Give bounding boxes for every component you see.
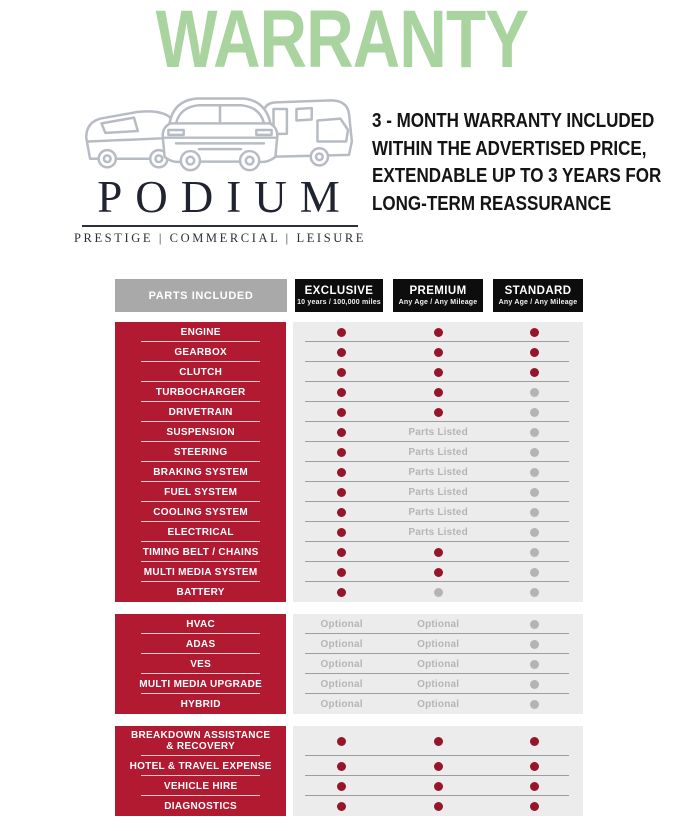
covered-dot-icon xyxy=(486,756,583,776)
parts-included-header: PARTS INCLUDED xyxy=(115,279,287,312)
part-label: CLUTCH xyxy=(115,362,286,382)
excluded-dot-icon xyxy=(530,700,539,709)
intro-text: 3 - MONTH WARRANTY INCLUDED WITHIN THE ADVERTISED PRICE, EXTENDABLE UP TO 3 YEARS FOR LONG-TERM REASSURANCE xyxy=(372,109,662,215)
parts-group-1 xyxy=(115,322,583,602)
excluded-dot-icon xyxy=(486,634,583,654)
excluded-dot-icon xyxy=(486,694,583,714)
covered-dot-icon xyxy=(434,762,443,771)
covered-dot-icon xyxy=(337,762,346,771)
part-label: FUEL SYSTEM xyxy=(115,482,286,502)
part-label: GEARBOX xyxy=(115,342,286,362)
table-row xyxy=(115,562,583,582)
plan-name: STANDARD xyxy=(504,285,572,297)
covered-dot-icon xyxy=(293,422,390,442)
row-cells xyxy=(293,362,583,382)
excluded-dot-icon xyxy=(486,422,583,442)
covered-dot-icon xyxy=(434,388,443,397)
covered-dot-icon xyxy=(293,562,390,582)
excluded-dot-icon xyxy=(486,614,583,634)
excluded-dot-icon xyxy=(530,660,539,669)
covered-dot-icon xyxy=(434,408,443,417)
row-cells xyxy=(293,582,583,602)
covered-dot-icon xyxy=(337,588,346,597)
part-label: HOTEL & TRAVEL EXPENSE xyxy=(115,756,286,776)
row-cells xyxy=(293,756,583,776)
cell-text: Optional xyxy=(417,618,460,630)
covered-dot-icon xyxy=(390,756,487,776)
covered-dot-icon xyxy=(434,348,443,357)
row-cells xyxy=(293,322,583,342)
covered-dot-icon xyxy=(293,402,390,422)
excluded-dot-icon xyxy=(530,588,539,597)
row-cells xyxy=(293,776,583,796)
excluded-dot-icon xyxy=(530,680,539,689)
covered-dot-icon xyxy=(390,562,487,582)
row-cells xyxy=(293,462,583,482)
excluded-dot-icon xyxy=(530,408,539,417)
part-label: SUSPENSION xyxy=(115,422,286,442)
covered-dot-icon xyxy=(530,802,539,811)
row-cells xyxy=(293,634,583,654)
excluded-dot-icon xyxy=(530,428,539,437)
part-label: DRIVETRAIN xyxy=(115,402,286,422)
cell-text: Parts Listed xyxy=(408,486,468,498)
covered-dot-icon xyxy=(293,342,390,362)
table-row xyxy=(115,322,583,342)
covered-dot-icon xyxy=(530,328,539,337)
cell-text: Parts Listed xyxy=(408,426,468,438)
cell-text: Optional xyxy=(320,698,363,710)
covered-dot-icon xyxy=(293,462,390,482)
brand-logo xyxy=(72,88,368,246)
row-cells xyxy=(293,402,583,422)
covered-dot-icon xyxy=(434,548,443,557)
covered-dot-icon xyxy=(293,482,390,502)
covered-dot-icon xyxy=(293,542,390,562)
table-row xyxy=(115,342,583,362)
table-row xyxy=(115,582,583,602)
plan-name: PREMIUM xyxy=(409,285,467,297)
covered-dot-icon xyxy=(434,737,443,746)
covered-dot-icon xyxy=(337,328,346,337)
cell-text: Parts Listed xyxy=(408,506,468,518)
excluded-dot-icon xyxy=(486,442,583,462)
covered-dot-icon xyxy=(337,408,346,417)
brand-name: PODIUM xyxy=(97,172,353,222)
covered-dot-icon xyxy=(390,322,487,342)
covered-dot-icon xyxy=(337,348,346,357)
covered-dot-icon xyxy=(390,542,487,562)
excluded-dot-icon xyxy=(390,582,487,602)
covered-dot-icon xyxy=(337,782,346,791)
plan-header-premium xyxy=(393,279,483,312)
covered-dot-icon xyxy=(293,726,390,756)
covered-dot-icon xyxy=(337,388,346,397)
cell-text: Parts Listed xyxy=(408,466,468,478)
covered-dot-icon xyxy=(390,726,487,756)
covered-dot-icon xyxy=(530,348,539,357)
covered-dot-icon xyxy=(293,502,390,522)
part-label: MULTI MEDIA SYSTEM xyxy=(115,562,286,582)
covered-dot-icon xyxy=(293,362,390,382)
covered-dot-icon xyxy=(337,548,346,557)
excluded-dot-icon xyxy=(486,482,583,502)
excluded-dot-icon xyxy=(486,674,583,694)
cell-text: Optional xyxy=(320,618,363,630)
table-row xyxy=(115,614,583,634)
row-cells xyxy=(293,542,583,562)
table-row xyxy=(115,654,583,674)
parts-group-3 xyxy=(115,726,583,816)
covered-dot-icon xyxy=(337,508,346,517)
plan-subtitle: Any Age / Any Mileage xyxy=(498,299,578,306)
covered-dot-icon xyxy=(434,568,443,577)
part-label: DIAGNOSTICS xyxy=(115,796,286,816)
covered-dot-icon xyxy=(293,776,390,796)
row-cells xyxy=(293,674,583,694)
covered-dot-icon xyxy=(390,402,487,422)
covered-dot-icon xyxy=(390,342,487,362)
excluded-dot-icon xyxy=(530,548,539,557)
row-cells xyxy=(293,796,583,816)
table-row xyxy=(115,634,583,654)
cell-text: Optional xyxy=(320,678,363,690)
covered-dot-icon xyxy=(434,328,443,337)
covered-dot-icon xyxy=(293,582,390,602)
part-label: ADAS xyxy=(115,634,286,654)
covered-dot-icon xyxy=(337,802,346,811)
excluded-dot-icon xyxy=(486,582,583,602)
cell-text: Optional xyxy=(320,638,363,650)
excluded-dot-icon xyxy=(486,562,583,582)
table-row xyxy=(115,422,583,442)
cell-text: Optional xyxy=(417,638,460,650)
table-row xyxy=(115,522,583,542)
table-row xyxy=(115,462,583,482)
part-label: BRAKING SYSTEM xyxy=(115,462,286,482)
row-cells xyxy=(293,522,583,542)
plan-name: EXCLUSIVE xyxy=(304,285,374,297)
warranty-table xyxy=(115,279,583,816)
part-label: HVAC xyxy=(115,614,286,634)
table-row xyxy=(115,542,583,562)
excluded-dot-icon xyxy=(530,488,539,497)
excluded-dot-icon xyxy=(530,528,539,537)
covered-dot-icon xyxy=(337,468,346,477)
table-row xyxy=(115,674,583,694)
part-label: MULTI MEDIA UPGRADE xyxy=(115,674,286,694)
covered-dot-icon xyxy=(486,362,583,382)
part-label: COOLING SYSTEM xyxy=(115,502,286,522)
cell-text: Parts Listed xyxy=(408,526,468,538)
cell-text: Parts Listed xyxy=(408,446,468,458)
covered-dot-icon xyxy=(434,802,443,811)
table-row xyxy=(115,756,583,776)
covered-dot-icon xyxy=(434,368,443,377)
excluded-dot-icon xyxy=(486,462,583,482)
covered-dot-icon xyxy=(434,782,443,791)
row-cells xyxy=(293,726,583,756)
table-groups xyxy=(115,322,583,816)
excluded-dot-icon xyxy=(486,402,583,422)
covered-dot-icon xyxy=(337,568,346,577)
covered-dot-icon xyxy=(390,362,487,382)
covered-dot-icon xyxy=(530,762,539,771)
part-label: ELECTRICAL xyxy=(115,522,286,542)
table-row xyxy=(115,694,583,714)
brand-tagline: PRESTIGE | COMMERCIAL | LEISURE xyxy=(73,231,367,245)
table-row xyxy=(115,482,583,502)
table-row xyxy=(115,776,583,796)
row-cells xyxy=(293,342,583,362)
row-cells xyxy=(293,562,583,582)
part-label: ENGINE xyxy=(115,322,286,342)
part-label: BATTERY xyxy=(115,582,286,602)
excluded-dot-icon xyxy=(530,388,539,397)
covered-dot-icon xyxy=(337,428,346,437)
plan-subtitle: Any Age / Any Mileage xyxy=(398,299,478,306)
plan-header-exclusive xyxy=(295,279,383,312)
covered-dot-icon xyxy=(390,796,487,816)
covered-dot-icon xyxy=(337,528,346,537)
row-cells xyxy=(293,442,583,462)
table-row xyxy=(115,442,583,462)
excluded-dot-icon xyxy=(530,640,539,649)
row-cells xyxy=(293,694,583,714)
excluded-dot-icon xyxy=(486,542,583,562)
cell-text: Optional xyxy=(320,658,363,670)
covered-dot-icon xyxy=(486,776,583,796)
covered-dot-icon xyxy=(293,756,390,776)
covered-dot-icon xyxy=(530,737,539,746)
part-label: VES xyxy=(115,654,286,674)
page-title-wrap xyxy=(0,0,684,85)
excluded-dot-icon xyxy=(530,448,539,457)
excluded-dot-icon xyxy=(530,568,539,577)
cell-text: Optional xyxy=(417,658,460,670)
covered-dot-icon xyxy=(337,448,346,457)
suv-icon xyxy=(163,99,278,171)
part-label: TURBOCHARGER xyxy=(115,382,286,402)
covered-dot-icon xyxy=(486,342,583,362)
covered-dot-icon xyxy=(293,382,390,402)
row-cells xyxy=(293,614,583,634)
covered-dot-icon xyxy=(530,782,539,791)
table-header xyxy=(115,279,583,312)
page-title: WARRANTY xyxy=(155,0,529,85)
row-cells xyxy=(293,502,583,522)
covered-dot-icon xyxy=(390,382,487,402)
excluded-dot-icon xyxy=(434,588,443,597)
covered-dot-icon xyxy=(530,368,539,377)
part-label: TIMING BELT / CHAINS xyxy=(115,542,286,562)
logo-divider xyxy=(82,225,358,227)
part-label: BREAKDOWN ASSISTANCE & RECOVERY xyxy=(115,726,286,756)
table-row xyxy=(115,382,583,402)
part-label: STEERING xyxy=(115,442,286,462)
covered-dot-icon xyxy=(486,796,583,816)
covered-dot-icon xyxy=(293,322,390,342)
cell-text: Optional xyxy=(417,698,460,710)
excluded-dot-icon xyxy=(486,382,583,402)
excluded-dot-icon xyxy=(486,654,583,674)
table-row xyxy=(115,726,583,756)
parts-group-2 xyxy=(115,614,583,714)
covered-dot-icon xyxy=(390,776,487,796)
row-cells xyxy=(293,482,583,502)
covered-dot-icon xyxy=(293,796,390,816)
excluded-dot-icon xyxy=(530,620,539,629)
excluded-dot-icon xyxy=(530,508,539,517)
table-row xyxy=(115,502,583,522)
excluded-dot-icon xyxy=(486,502,583,522)
covered-dot-icon xyxy=(337,488,346,497)
covered-dot-icon xyxy=(293,442,390,462)
excluded-dot-icon xyxy=(530,468,539,477)
cell-text: Optional xyxy=(417,678,460,690)
row-cells xyxy=(293,382,583,402)
row-cells xyxy=(293,422,583,442)
part-label: HYBRID xyxy=(115,694,286,714)
row-cells xyxy=(293,654,583,674)
covered-dot-icon xyxy=(486,726,583,756)
covered-dot-icon xyxy=(337,737,346,746)
plan-subtitle: 10 years / 100,000 miles xyxy=(297,299,381,306)
table-row xyxy=(115,402,583,422)
table-row xyxy=(115,362,583,382)
table-row xyxy=(115,796,583,816)
covered-dot-icon xyxy=(293,522,390,542)
vehicles-icon xyxy=(76,88,364,174)
part-label: VEHICLE HIRE xyxy=(115,776,286,796)
plan-header-standard xyxy=(493,279,583,312)
covered-dot-icon xyxy=(337,368,346,377)
excluded-dot-icon xyxy=(486,522,583,542)
covered-dot-icon xyxy=(486,322,583,342)
